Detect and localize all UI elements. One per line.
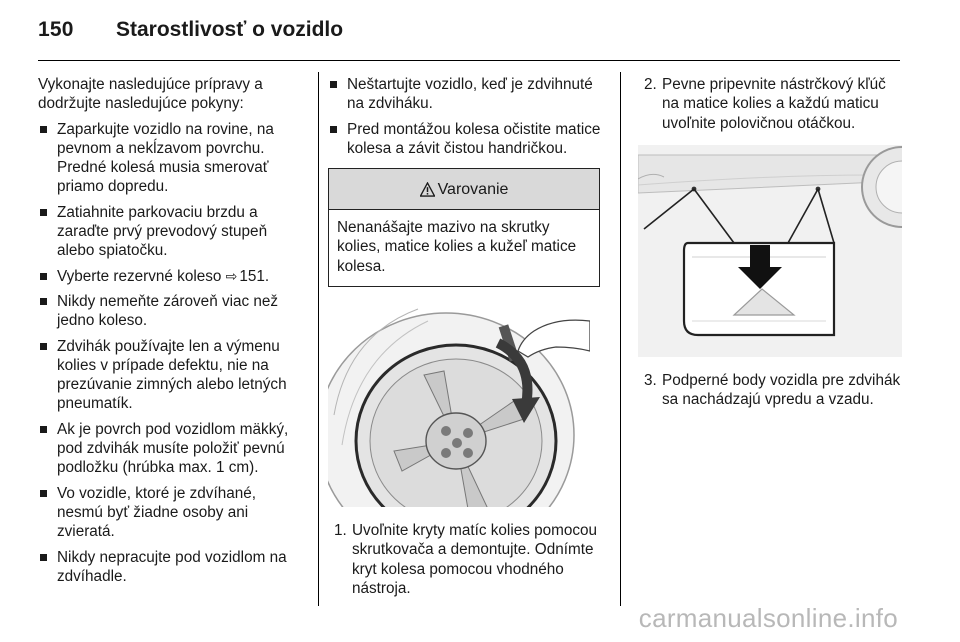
list-item: Zdvihák používajte len a výmenu kolies v prípade defektu, nie na prezúvanie zimných alebo letných pneumatík. [38,337,306,414]
column-1 [38,75,306,592]
step-text: Podperné body vozidla pre zdvihák sa nachádzajú vpredu a vzadu. [662,371,901,409]
list-item: Zaparkujte vozidlo na rovine, na pevnom a nekĺzavom povrchu. Predné kolesá musia smerovať priamo dopredu. [38,120,306,197]
list-item: Ak je povrch pod vozidlom mäkký, pod zdvihák musíte položiť pevnú podložku (hrúbka max. 1 cm). [38,420,306,478]
step-list-2 [638,75,904,133]
list-item: Nikdy nemeňte zároveň viac než jedno koleso. [38,292,306,331]
step-item [638,371,904,410]
step-text: Uvoľnite kryty matíc kolies pomocou skrutkovača a demontujte. Odnímte kryt kolesa pomocou vhodného nástroja. [352,522,598,597]
list-item: Vo vozidle, ktoré je zdvíhané, nesmú byť žiadne osoby ani zvieratá. [38,484,306,542]
header-divider [38,60,900,61]
step-number: 1. [334,522,347,540]
list-item-text: Vyberte rezervné koleso [57,267,222,285]
step-list-1 [328,521,606,598]
warning-header [329,169,599,210]
warning-triangle-icon [420,182,435,197]
page-number: 150 [38,18,74,41]
precaution-list [328,75,606,158]
step-number: 3. [644,371,657,389]
jack-point-illustration [638,145,902,357]
watermark: carmanualsonline.info [638,603,898,633]
step-list-3 [638,371,904,410]
list-item: Pred montážou kolesa očistite matice kolesa a závit čistou handričkou. [328,120,606,159]
warning-title: Varovanie [437,180,509,198]
column-3 [638,75,904,409]
step-number: 2. [644,76,657,93]
list-item: Zatiahnite parkovaciu brzdu a zaraďte prvý prevodový stupeň alebo spiatočku. [38,203,306,261]
list-item [38,267,306,286]
warning-text: Nenanášajte mazivo na skrutky kolies, matice kolies a kužeľ matice kolesa. [337,219,577,275]
intro-text: Vykonajte nasledujúce prípravy a dodržujte nasledujúce pokyny: [38,76,263,113]
cross-reference-arrow-icon: ⇨ [225,267,238,284]
jack-point-drawing [638,145,902,357]
step-item [328,521,606,598]
cross-reference-page-link[interactable]: 151. [239,267,270,285]
column-2 [328,75,606,598]
wheel-cover-drawing [328,295,590,507]
wheel-cover-illustration [328,295,590,507]
preparation-list [38,120,306,587]
list-item: Neštartujte vozidlo, keď je zdvihnuté na zdviháku. [328,75,606,114]
column-divider-2 [620,72,621,606]
step-text: Pevne pripevnite nástrčkový kľúč na matice kolies a každú maticu uvoľnite polovičnou otáčkou. [662,76,886,132]
section-title: Starostlivosť o vozidlo [116,18,344,41]
step-item [638,75,904,133]
warning-box [328,168,600,287]
list-item: Nikdy nepracujte pod vozidlom na zdvíhadle. [38,548,306,587]
column-divider-1 [318,72,319,606]
